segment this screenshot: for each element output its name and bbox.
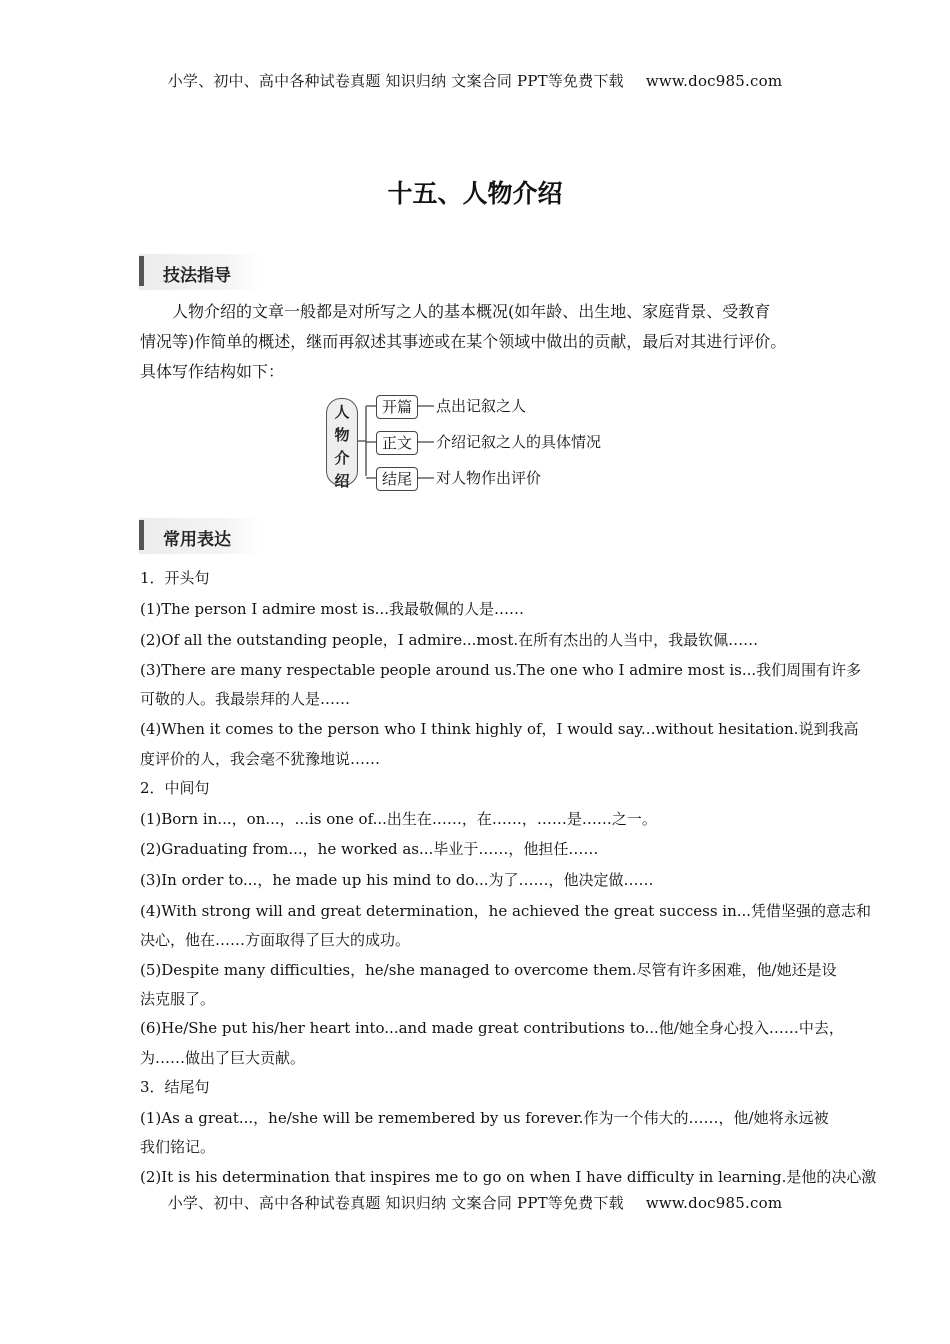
expression-line: 我们铭记。 xyxy=(140,1138,216,1156)
expression-line: (4)With strong will and great determination，he achieved the great success in...凭借坚强的意志和 xyxy=(140,902,872,920)
section-marker xyxy=(139,520,144,550)
footer-url: www.doc985.com xyxy=(645,1194,783,1212)
expression-line: (2)Graduating from...，he worked as...毕业于……，他担任…… xyxy=(140,840,599,858)
section-label: 常用表达 xyxy=(163,530,231,550)
root-char: 绍 xyxy=(334,472,350,490)
section-label: 技法指导 xyxy=(163,266,231,286)
expression-line: 决心，他在……方面取得了巨大的成功。 xyxy=(140,931,411,949)
branch-text-ending: 对人物作出评价 xyxy=(436,469,542,487)
header-url: www.doc985.com xyxy=(645,72,783,90)
intro-line-2: 情况等)作简单的概述，继而再叙述其事迹或在某个领域中做出的贡献，最后对其进行评价。 xyxy=(140,332,787,351)
branch-box-ending: 结尾 xyxy=(376,467,418,491)
branch-box-body: 正文 xyxy=(376,431,418,455)
page-title: 十五、人物介绍 xyxy=(387,179,563,208)
intro-line-1: 人物介绍的文章一般都是对所写之人的基本概况(如年龄、出生地、家庭背景、受教育 xyxy=(172,302,771,321)
expression-line: (3)There are many respectable people around us.The one who I admire most is...我们周围有许多 xyxy=(140,661,862,679)
page-header xyxy=(0,70,950,91)
diagram-root xyxy=(326,398,358,490)
expression-line: (1)As a great...，he/she will be remembered by us forever.作为一个伟大的……，他/她将永远被 xyxy=(140,1109,829,1127)
subheading-opening: 1．开头句 xyxy=(140,569,210,587)
expression-line: (1)The person I admire most is...我最敬佩的人是…… xyxy=(140,600,524,618)
expression-line: (6)He/She put his/her heart into...and made great contributions to...他/她全身心投入……中去， xyxy=(140,1019,844,1037)
branch-text-body: 介绍记叙之人的具体情况 xyxy=(436,433,602,451)
root-char: 物 xyxy=(334,426,350,444)
expression-line: (1)Born in...，on...，...is one of...出生在……，在……，……是……之一。 xyxy=(140,810,657,828)
header-text: 小学、初中、高中各种试卷真题 知识归纳 文案合同 PPT等免费下载 xyxy=(167,72,624,90)
subheading-ending: 3．结尾句 xyxy=(140,1078,210,1096)
footer-text: 小学、初中、高中各种试卷真题 知识归纳 文案合同 PPT等免费下载 xyxy=(167,1194,624,1212)
expression-line: (2)Of all the outstanding people，I admire...most.在所有杰出的人当中，我最钦佩…… xyxy=(140,631,759,649)
section-heading-technique xyxy=(139,254,261,290)
subheading-middle: 2．中间句 xyxy=(140,779,210,797)
expression-line: 为……做出了巨大贡献。 xyxy=(140,1049,306,1067)
branch-box-opening: 开篇 xyxy=(376,395,418,419)
expression-line: (5)Despite many difficulties，he/she managed to overcome them.尽管有许多困难，他/她还是设 xyxy=(140,961,837,979)
expression-line: 度评价的人，我会毫不犹豫地说…… xyxy=(140,750,381,768)
expression-line: 法克服了。 xyxy=(140,990,216,1008)
intro-line-3: 具体写作结构如下： xyxy=(140,362,285,381)
expression-line: (4)When it comes to the person who I think highly of，I would say...without hesitation.说到我高 xyxy=(140,720,859,738)
root-char: 介 xyxy=(334,449,350,467)
section-heading-expressions xyxy=(139,518,261,554)
expression-line: 可敬的人。我最崇拜的人是…… xyxy=(140,690,351,708)
branch-text-opening: 点出记叙之人 xyxy=(436,397,527,415)
section-marker xyxy=(139,256,144,286)
page-footer xyxy=(0,1192,950,1213)
expression-line: (2)It is his determination that inspires me to go on when I have difficulty in learning.是他的决心激 xyxy=(140,1168,877,1186)
structure-diagram xyxy=(326,394,646,490)
root-char: 人 xyxy=(334,403,350,421)
expression-line: (3)In order to...，he made up his mind to do...为了……，他决定做…… xyxy=(140,871,654,889)
